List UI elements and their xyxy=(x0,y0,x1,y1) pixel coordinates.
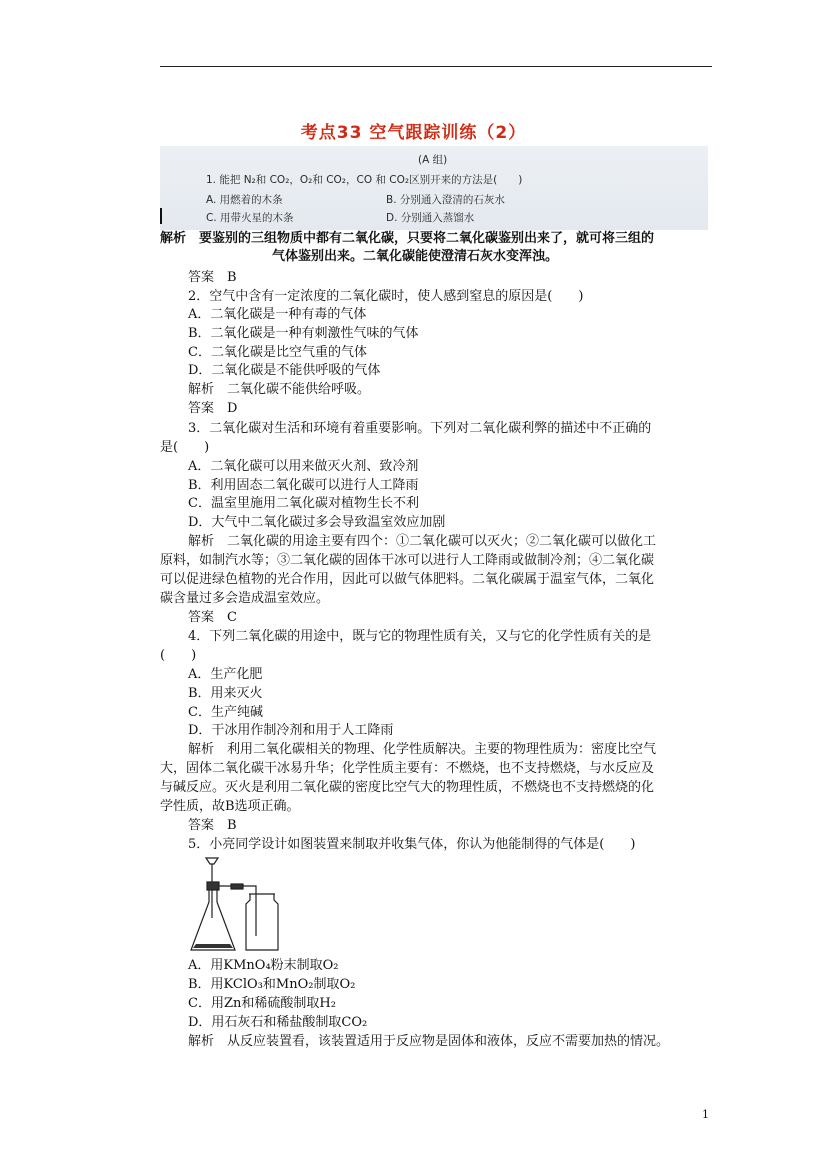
group-label: (A 组) xyxy=(418,154,448,166)
page-number: 1 xyxy=(702,1108,709,1121)
analysis-4-line-2: 大，固体二氧化碳干冰易升华；化学性质主要有：不燃烧，也不支持燃烧，与水反应及 xyxy=(160,761,655,776)
question-image xyxy=(160,146,708,230)
question-4-option-c: C．生产纯碱 xyxy=(188,705,263,720)
option-b: B. 分别通入澄清的石灰水 xyxy=(386,194,505,206)
option-d: D. 分别通入蒸馏水 xyxy=(386,212,475,224)
header-rule xyxy=(160,66,712,67)
cursor-bar xyxy=(160,208,162,224)
analysis-4-line-4: 学性质，故B选项正确。 xyxy=(160,799,300,814)
page-title: 考点33 空气跟踪训练（2） xyxy=(300,123,527,143)
question-4-option-d: D．干冰用作制冷剂和用于人工降雨 xyxy=(188,723,394,738)
question-5-option-d: D．用石灰石和稀盐酸制取CO₂ xyxy=(188,1015,368,1030)
stopper xyxy=(207,882,219,890)
analysis-4-line-3: 与碱反应。灭火是利用二氧化碳的密度比空气大的物理性质，不燃烧也不支持燃烧的化 xyxy=(160,780,655,795)
question-3-option-a: A．二氧化碳可以用来做灭火剂、致冷剂 xyxy=(188,459,419,474)
analysis-4-line-1: 解析 利用二氧化碳相关的物理、化学性质解决。主要的物理性质为：密度比空气 xyxy=(188,742,657,757)
collecting-bottle xyxy=(246,894,278,950)
solid-reactant xyxy=(193,944,233,948)
question-2: 2．空气中含有一定浓度的二氧化碳时，使人感到窒息的原因是( ) xyxy=(188,289,584,304)
question-1: 1. 能把 N₂和 CO₂，O₂和 CO₂，CO 和 CO₂区别开来的方法是( ) xyxy=(206,174,523,186)
question-5-option-b: B．用KClO₃和MnO₂制取O₂ xyxy=(188,977,356,992)
question-3-line-1: 3．二氧化碳对生活和环境有着重要影响。下列对二氧化碳利弊的描述中不正确的 xyxy=(188,421,652,436)
question-5: 5．小亮同学设计如图装置来制取并收集气体，你认为他能制得的气体是( ) xyxy=(188,837,636,852)
option-c: C. 用带火星的木条 xyxy=(206,212,294,224)
question-4-line-1: 4．下列二氧化碳的用途中，既与它的物理性质有关，又与它的化学性质有关的是 xyxy=(188,629,652,644)
analysis-3-line-1: 解析 二氧化碳的用途主要有四个：①二氧化碳可以灭火；②二氧化碳可以做化工 xyxy=(188,534,657,549)
analysis-1-line-2: 气体鉴别出来。二氧化碳能使澄清石灰水变浑浊。 xyxy=(272,249,559,264)
question-3-option-c: C．温室里施用二氧化碳对植物生长不利 xyxy=(188,496,419,511)
answer-2: 答案 D xyxy=(188,401,238,416)
funnel-top xyxy=(206,858,218,864)
question-2-option-b: B．二氧化碳是一种有刺激性气味的气体 xyxy=(188,326,419,341)
question-5-option-a: A．用KMnO₄粉末制取O₂ xyxy=(188,958,339,973)
question-4-option-b: B．用来灭火 xyxy=(188,686,263,701)
question-2-option-d: D．二氧化碳是不能供呼吸的气体 xyxy=(188,363,381,378)
answer-4: 答案 B xyxy=(188,818,237,833)
tube-clamp xyxy=(231,884,243,889)
analysis-3-line-4: 碳含量过多会造成温室效应。 xyxy=(160,591,330,606)
analysis-5: 解析 从反应装置看，该装置适用于反应物是固体和液体，反应不需要加热的情况。 xyxy=(188,1034,670,1049)
question-4-option-a: A．生产化肥 xyxy=(188,667,263,682)
analysis-1-line-1: 解析 要鉴别的三组物质中都有二氧化碳，只要将二氧化碳鉴别出来了，就可将三组的 xyxy=(160,231,655,246)
option-a: A. 用燃着的木条 xyxy=(206,194,283,206)
apparatus-diagram xyxy=(186,856,286,956)
answer-3: 答案 C xyxy=(188,610,237,625)
answer-1: 答案 B xyxy=(188,270,237,285)
question-2-option-a: A．二氧化碳是一种有毒的气体 xyxy=(188,307,367,322)
question-5-option-c: C．用Zn和稀硫酸制取H₂ xyxy=(188,996,336,1011)
question-4-line-2: ( ) xyxy=(160,648,197,663)
analysis-3-line-2: 原料，如制汽水等；③二氧化碳的固体干冰可以进行人工降雨或做制冷剂；④二氧化碳 xyxy=(160,553,655,568)
question-3-line-2: 是( ) xyxy=(160,440,210,455)
analysis-3-line-3: 可以促进绿色植物的光合作用，因此可以做气体肥料。二氧化碳属于温室气体，二氧化 xyxy=(160,572,655,587)
question-3-option-d: D．大气中二氧化碳过多会导致温室效应加剧 xyxy=(188,515,446,530)
analysis-2: 解析 二氧化碳不能供给呼吸。 xyxy=(188,382,371,397)
conical-flask xyxy=(191,890,235,950)
question-2-option-c: C．二氧化碳是比空气重的气体 xyxy=(188,345,367,360)
question-3-option-b: B．利用固态二氧化碳可以进行人工降雨 xyxy=(188,478,419,493)
